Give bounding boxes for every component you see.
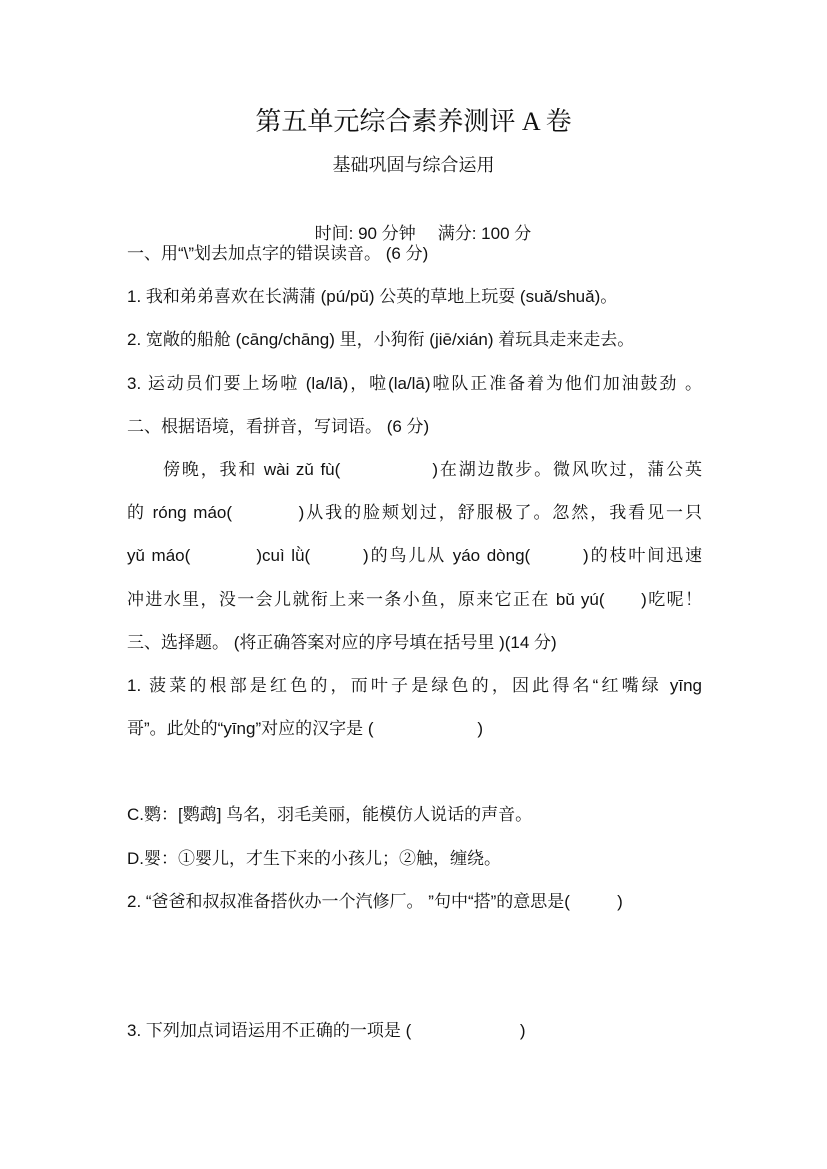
section-1-item-3: 3. 运动员们要上场啦 (la/lā)，啦(la/lā)啦队正准备着为他们加油鼓劲 。 — [127, 373, 702, 393]
q2-options-ab — [127, 923, 702, 966]
section-2-paragraph-line-2: 的 róng máo( )从我的脸颊划过，舒服极了。忽然，我看见一只 — [127, 503, 702, 523]
section-1-item-2: 2. 宽敞的船舱 (cāng/chāng) 里，小狗衔 (jiē/xián) 着玩具走来走去。 — [127, 330, 635, 350]
q2-stem: 2. “爸爸和叔叔准备搭伙办一个汽修厂。 ”句中“搭”的意思是( ) — [127, 891, 623, 911]
q1-stem-line-2: 哥”。此处的“yīng”对应的汉字是 ( ) — [127, 719, 484, 739]
section-2-heading: 二、根据语境，看拼音，写词语。 (6 分) — [127, 416, 430, 436]
q1-option-d: D.婴：①婴儿，才生下来的小孩儿；②触，缠绕。 — [127, 848, 501, 868]
full-score: 满分: 100 分 — [437, 224, 532, 243]
exam-subtitle: 基础巩固与综合运用 — [332, 155, 495, 175]
section-1-heading: 一、用“\”划去加点字的错误读音。 (6 分) — [127, 244, 429, 263]
q2-options-cd — [127, 966, 702, 1009]
q3-stem: 3. 下列加点词语运用不正确的一项是 ( ) — [127, 1021, 526, 1041]
section-3-heading: 三、选择题。 (将正确答案对应的序号填在括号里 )(14 分) — [127, 632, 557, 652]
time-limit: 时间: 90 分钟 — [314, 224, 416, 243]
section-2-paragraph-line-1: 傍晚，我和 wài zǔ fù( )在湖边散步。微风吹过，蒲公英 — [163, 459, 702, 479]
q1-options-ab — [127, 750, 702, 793]
q1-stem-line-1: 1. 菠菜的根部是红色的，而叶子是绿色的，因此得名“红嘴绿 yīng — [127, 675, 702, 695]
section-2-paragraph-line-3: yǔ máo( )cuì lǜ( )的鸟儿从 yáo dòng( )的枝叶间迅速 — [127, 546, 702, 566]
exam-body — [127, 232, 702, 1053]
exam-title: 第五单元综合素养测评 A 卷 — [255, 107, 572, 136]
section-2-paragraph-line-4: 冲进水里，没一会儿就衔上来一条小鱼，原来它正在 bǔ yú( )吃呢！ — [127, 589, 702, 609]
q1-option-c: C.鹦：[鹦鹉] 鸟名，羽毛美丽，能模仿人说话的声音。 — [127, 805, 533, 825]
section-1-item-1: 1. 我和弟弟喜欢在长满蒲 (pú/pǔ) 公英的草地上玩耍 (suǎ/shuǎ)。 — [127, 287, 618, 307]
